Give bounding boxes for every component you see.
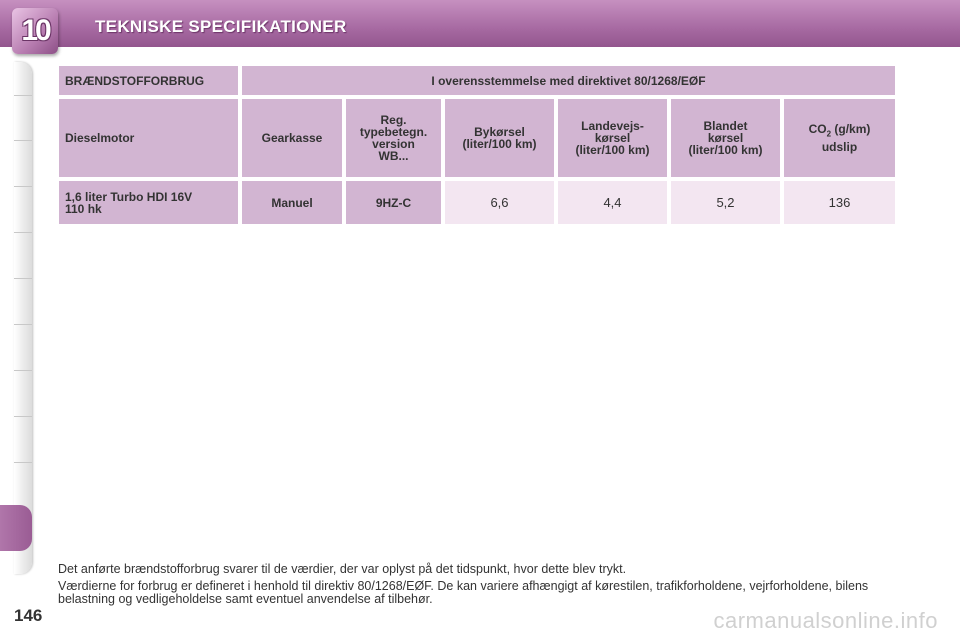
row-co2: 136 (784, 181, 895, 224)
co2-line2: udslip (821, 139, 858, 154)
table-row (59, 181, 895, 224)
fuel-consumption-table (55, 62, 899, 228)
row-type-code: 9HZ-C (346, 181, 441, 224)
rail-divider (14, 370, 32, 371)
watermark: carmanualsonline.info (713, 608, 938, 633)
chapter-badge (12, 8, 58, 54)
rail-divider (14, 95, 32, 96)
chapter-number: 10 (21, 14, 49, 47)
rail-divider (14, 232, 32, 233)
section-label: BRÆNDSTOFFORBRUG (59, 66, 238, 95)
row-engine: 1,6 liter Turbo HDI 16V 110 hk (59, 181, 238, 224)
page-title: TEKNISKE SPECIFIKATIONER (95, 17, 347, 36)
side-tab-active[interactable] (0, 505, 32, 551)
column-header-gearbox: Gearkasse (242, 99, 342, 177)
rail-divider (14, 416, 32, 417)
co2-suffix: (g/km) (831, 122, 871, 137)
row-gearbox: Manuel (242, 181, 342, 224)
row-extra-urban: 4,4 (558, 181, 667, 224)
co2-subscript: 2 (826, 129, 832, 139)
rail-divider (14, 140, 32, 141)
page-number: 146 (14, 606, 43, 625)
column-header-engine: Dieselmotor (59, 99, 238, 177)
side-tab-rail (14, 62, 32, 574)
table-section-row (59, 66, 895, 95)
footnote-1: Det anførte brændstofforbrug svarer til de værdier, der var oplyst på det tidspunkt, hvor dette blev trykt. (58, 562, 627, 576)
section-note: I overensstemmelse med direktivet 80/1268/EØF (242, 66, 895, 95)
row-combined: 5,2 (671, 181, 780, 224)
rail-divider (14, 324, 32, 325)
column-header-urban: Bykørsel (liter/100 km) (445, 99, 554, 177)
rail-divider (14, 462, 32, 463)
footnote-2: Værdierne for forbrug er defineret i henhold til direktiv 80/1268/EØF. De kan variere afhængigt af kørestilen, trafikforholdene, vejrforholdene, bilens belastning og vedligeholdelse samt eventuel anvendelse af tilbehør. (58, 579, 869, 606)
column-header-type-code: Reg. typebetegn. version WB... (346, 99, 441, 177)
row-urban: 6,6 (445, 181, 554, 224)
co2-prefix: CO (808, 122, 827, 137)
column-header-co2 (784, 99, 895, 177)
table-header-row (59, 99, 895, 177)
rail-divider (14, 278, 32, 279)
rail-divider (14, 186, 32, 187)
column-header-combined: Blandet kørsel (liter/100 km) (671, 99, 780, 177)
column-header-extra-urban: Landevejs- kørsel (liter/100 km) (558, 99, 667, 177)
